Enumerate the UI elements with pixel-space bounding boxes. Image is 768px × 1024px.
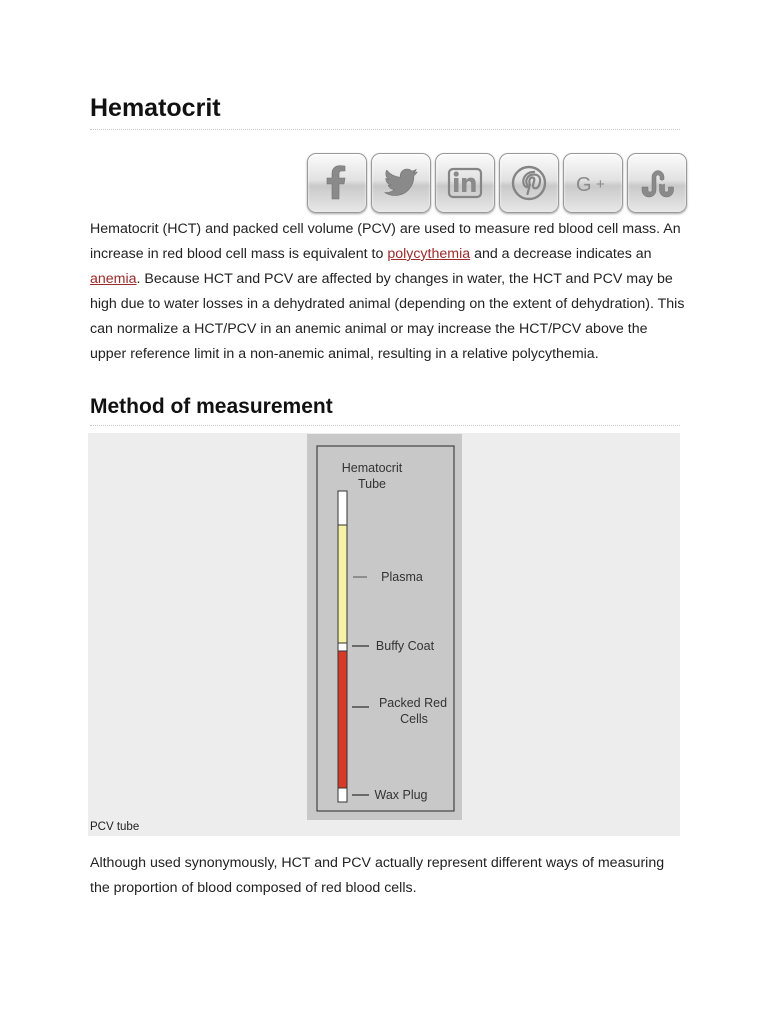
share-linkedin-button[interactable] [435, 153, 495, 213]
tube-top-empty [338, 491, 347, 525]
wax-plug-label: Wax Plug [374, 788, 428, 802]
section-divider [90, 425, 680, 426]
pcv-tube-figure [88, 433, 680, 836]
stumbleupon-icon [637, 163, 677, 203]
title-divider [90, 129, 680, 130]
share-google-plus-button[interactable] [563, 153, 623, 213]
linkedin-icon [445, 163, 485, 203]
share-facebook-button[interactable] [307, 153, 367, 213]
closing-paragraph: Although used synonymously, HCT and PCV actually represent different ways of measuring the proportion of blood composed of red blood cells. [90, 855, 665, 896]
packed-red-cells-layer [338, 651, 347, 788]
share-twitter-button[interactable] [371, 153, 431, 213]
svg-text:G: G [576, 174, 592, 196]
packed-red-label-line2: Cells [400, 712, 428, 726]
facebook-icon [317, 163, 357, 203]
figure-caption: PCV tube [90, 821, 140, 833]
wax-plug-layer [338, 788, 347, 802]
section-heading-method: Method of measurement [90, 395, 333, 418]
share-pinterest-button[interactable] [499, 153, 559, 213]
tube-title-line2: Tube [357, 477, 387, 491]
share-stumbleupon-button[interactable] [627, 153, 687, 213]
buffy-coat-layer [338, 643, 347, 651]
twitter-icon [381, 163, 421, 203]
plasma-layer [338, 525, 347, 643]
plasma-label: Plasma [381, 570, 423, 584]
hematocrit-tube-diagram [307, 434, 462, 820]
page-title: Hematocrit [90, 94, 221, 122]
packed-red-label-line1: Packed Red [378, 696, 448, 710]
anemia-link[interactable]: anemia [90, 271, 137, 287]
pinterest-icon [509, 163, 549, 203]
diagram-panel [307, 434, 462, 820]
buffy-coat-label: Buffy Coat [375, 639, 435, 653]
google-plus-icon [573, 163, 613, 203]
polycythemia-link[interactable]: polycythemia [387, 246, 471, 262]
intro-paragraph: Hematocrit (HCT) and packed cell volume (PCV) are used to measure red blood cell mass. An increase in red blood cell mass is equivalent to polycythemia and a decrease indicates an anemia. Because HCT and PCV are affected by changes in water, the HCT and PCV may be high due to water losses in a dehydrated animal (depending on the extent of dehydration). This can normalize a HCT/PCV in an anemic animal or may increase the HCT/PCV above the upper reference limit in a non-anemic animal, resulting in a relative polycythemia. [90, 221, 685, 362]
svg-text:+: + [596, 176, 605, 193]
tube-title-line1: Hematocrit [341, 461, 403, 475]
social-share-bar [307, 153, 687, 213]
